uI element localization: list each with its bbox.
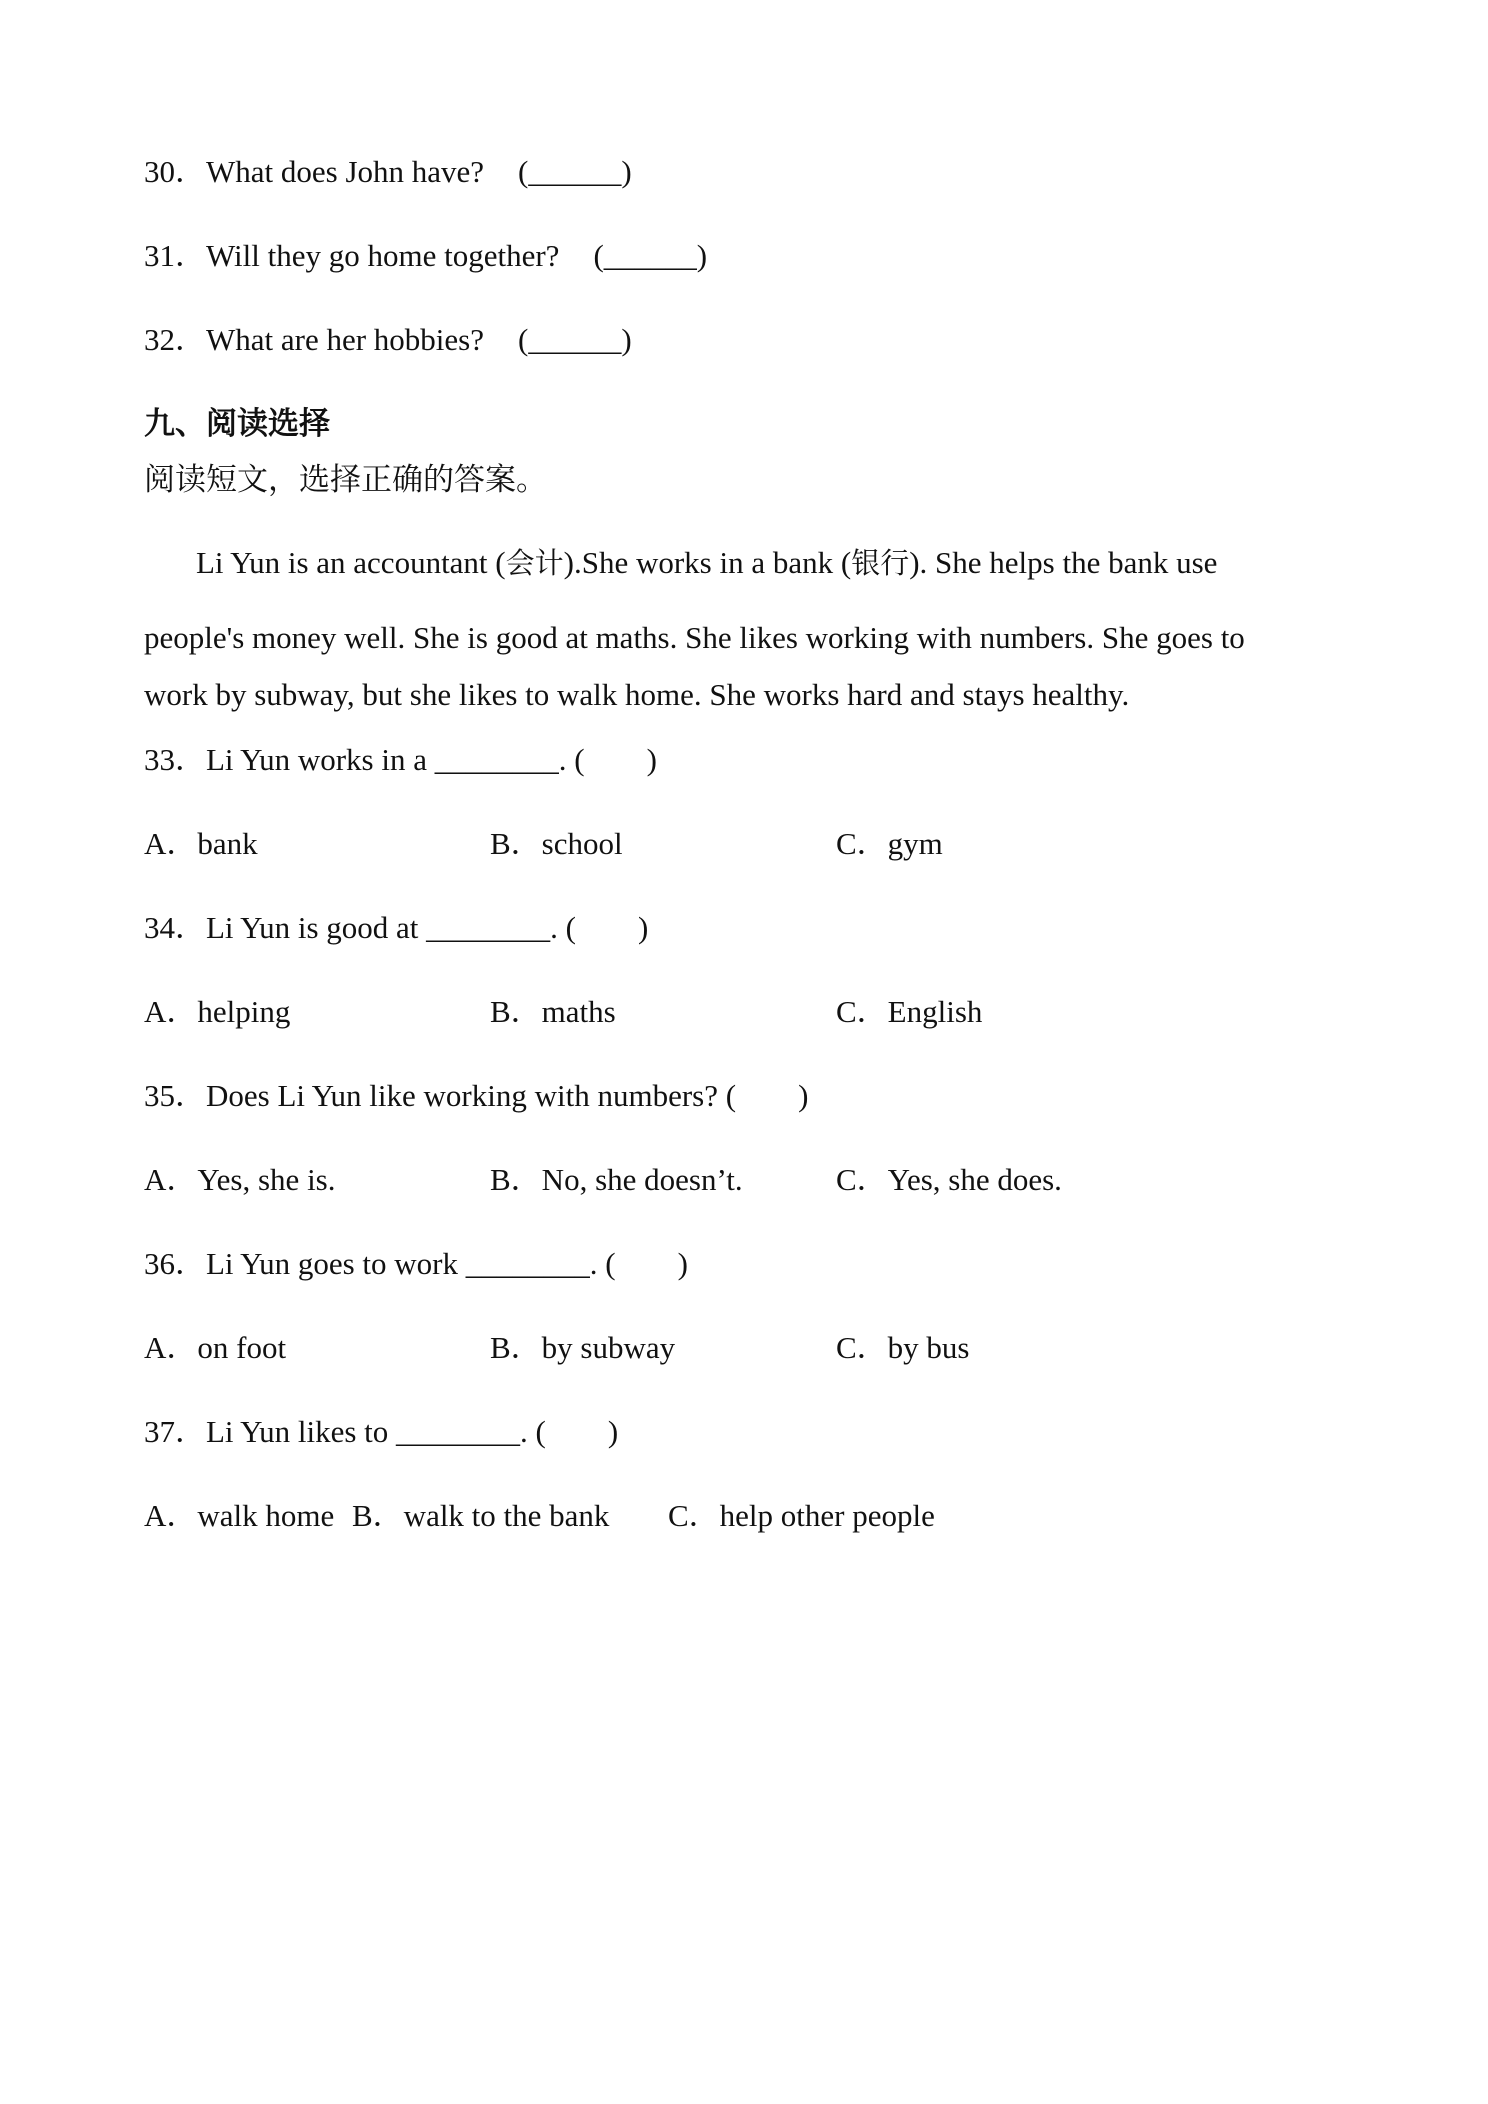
option-b: B．maths <box>490 994 616 1029</box>
section-title: 九、阅读选择 <box>144 406 330 442</box>
question-text: What does John have? <box>206 154 485 189</box>
question-stem: Li Yun goes to work ________. ( ) <box>206 1246 688 1281</box>
option-c: C．help other people <box>668 1498 935 1533</box>
passage-text: ).She works in a bank ( <box>563 545 852 580</box>
option-c: C．English <box>836 994 983 1029</box>
question-stem: Li Yun likes to ________. ( ) <box>206 1414 619 1449</box>
option-a: A．bank <box>144 826 258 861</box>
question-32 <box>144 320 632 360</box>
question-35 <box>144 1076 808 1116</box>
answer-blank: (______) <box>518 154 632 189</box>
passage-text: Li Yun is an accountant ( <box>196 545 506 580</box>
question-number: 36． <box>144 1246 206 1281</box>
question-number: 37． <box>144 1414 206 1449</box>
option-b: B．walk to the bank <box>352 1498 610 1533</box>
option-a: A．on foot <box>144 1330 287 1365</box>
option-a: A．helping <box>144 994 291 1029</box>
question-stem: Li Yun works in a ________. ( ) <box>206 742 657 777</box>
passage-line-3: work by subway, but she likes to walk home. She works hard and stays healthy. <box>144 677 1130 712</box>
question-number: 33． <box>144 742 206 777</box>
question-number: 35． <box>144 1078 206 1113</box>
question-stem: Does Li Yun like working with numbers? ( ) <box>206 1078 809 1113</box>
passage-line-2: people's money well. She is good at maths. She likes working with numbers. She goes to <box>144 620 1245 655</box>
option-c: C．gym <box>836 826 943 861</box>
option-a: A．Yes, she is. <box>144 1162 336 1197</box>
question-36 <box>144 1244 688 1284</box>
option-a: A．walk home <box>144 1498 335 1533</box>
option-b: B．school <box>490 826 623 861</box>
answer-blank: (______) <box>593 238 708 273</box>
question-stem: Li Yun is good at ________. ( ) <box>206 910 649 945</box>
question-31 <box>144 236 707 276</box>
question-number: 31． <box>144 238 206 273</box>
answer-blank: (______) <box>518 322 632 357</box>
question-text: What are her hobbies? <box>206 322 485 357</box>
passage-line-1 <box>144 543 1344 583</box>
question-text: Will they go home together? <box>206 238 560 273</box>
option-c: C．Yes, she does. <box>836 1162 1062 1197</box>
passage-gloss: 银行 <box>851 546 910 580</box>
passage-gloss: 会计 <box>505 546 564 580</box>
option-b: B．by subway <box>490 1330 676 1365</box>
question-37 <box>144 1412 618 1452</box>
option-b: B．No, she doesn’t. <box>490 1162 743 1197</box>
question-33 <box>144 740 657 780</box>
section-instruction: 阅读短文，选择正确的答案。 <box>144 462 547 498</box>
passage-text: ). She helps the bank use <box>909 545 1218 580</box>
option-c: C．by bus <box>836 1330 970 1365</box>
question-number: 30． <box>144 154 206 189</box>
question-34 <box>144 908 648 948</box>
question-30 <box>144 152 632 192</box>
question-number: 32． <box>144 322 206 357</box>
question-number: 34． <box>144 910 206 945</box>
